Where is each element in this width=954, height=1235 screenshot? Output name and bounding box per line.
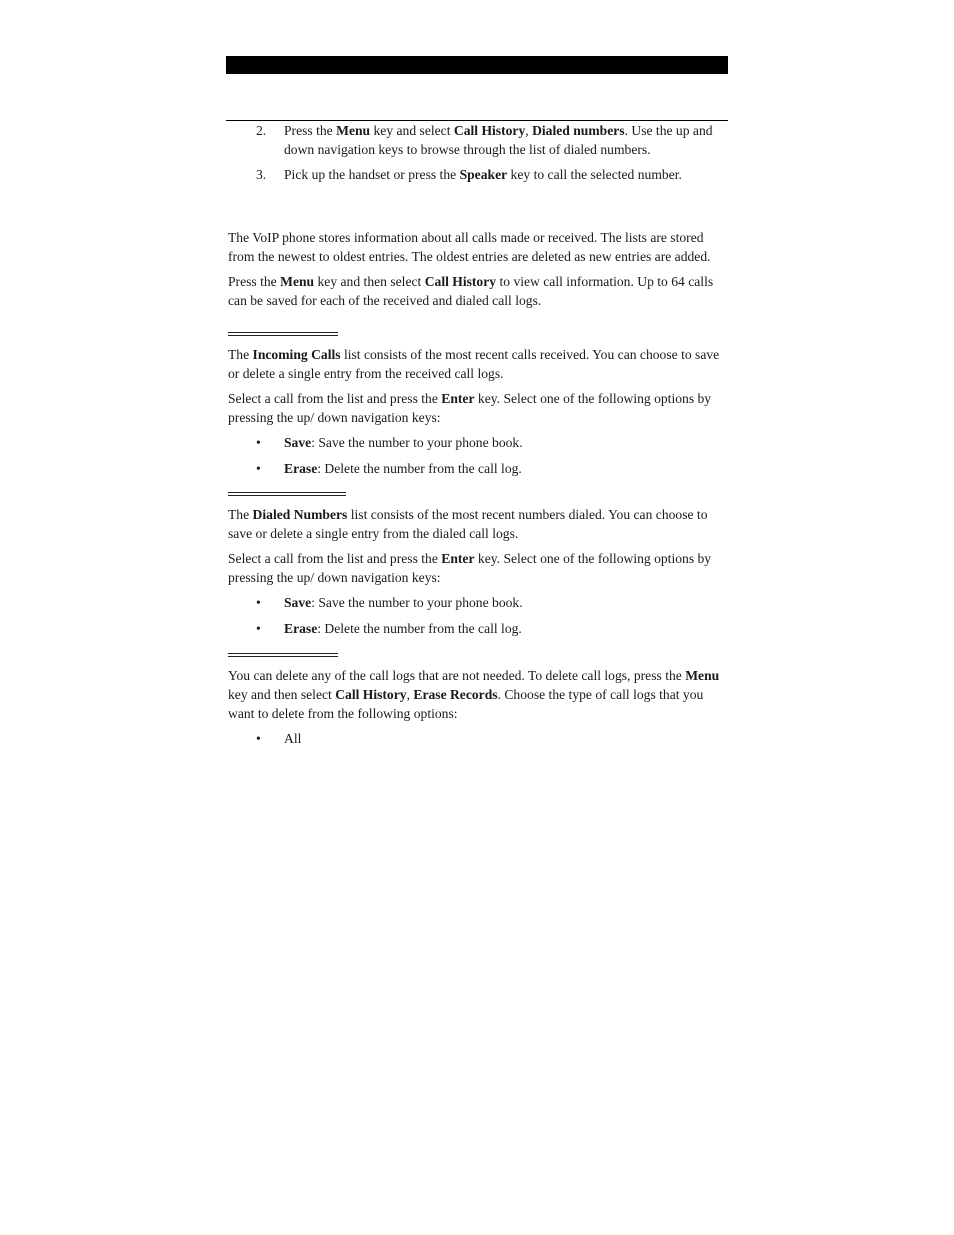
intro-paragraph-2: Press the Menu key and then select Call History to view call information. Up to 64 calls can be saved for each of the received and dialed call logs. bbox=[228, 274, 714, 308]
list-item: • Save: Save the number to your phone book. bbox=[256, 435, 523, 450]
incoming-paragraph: The Incoming Calls list consists of the most recent calls received. You can choose to save or delete a single entry from the received call logs. bbox=[228, 347, 720, 381]
intro-paragraph: The VoIP phone stores information about all calls made or received. The lists are stored from the newest to oldest entries. The oldest entries are deleted as new entries are added. bbox=[228, 230, 711, 264]
section-rule-dialed bbox=[228, 492, 346, 496]
dialed-paragraph-2: Select a call from the list and press the Enter key. Select one of the following options by pressing the up/ down navigation keys: bbox=[228, 551, 712, 585]
header-bar bbox=[226, 56, 728, 74]
step-number: 3. bbox=[256, 167, 267, 182]
bullet: • bbox=[256, 435, 261, 450]
bullet: • bbox=[256, 595, 261, 610]
list-item: • Erase: Delete the number from the call log. bbox=[256, 461, 522, 476]
bullet: • bbox=[256, 621, 261, 636]
section-rule-incoming bbox=[228, 332, 338, 336]
list-item: • Erase: Delete the number from the call log. bbox=[256, 621, 522, 636]
section-rule-erase bbox=[228, 653, 338, 657]
incoming-paragraph-2: Select a call from the list and press the Enter key. Select one of the following options by pressing the up/ down navigation keys: bbox=[228, 391, 712, 425]
dialed-paragraph: The Dialed Numbers list consists of the most recent numbers dialed. You can choose to save or delete a single entry from the dialed call logs. bbox=[228, 507, 708, 541]
bullet: • bbox=[256, 461, 261, 476]
erase-paragraph: You can delete any of the call logs that are not needed. To delete call logs, press the Menu key and then select Call History, Erase Records. Choose the type of call logs that you want to delete from the following options: bbox=[228, 668, 720, 721]
bullet: • bbox=[256, 731, 261, 746]
list-item: • Save: Save the number to your phone book. bbox=[256, 595, 523, 610]
list-item: • All bbox=[256, 731, 302, 746]
document-body bbox=[228, 120, 728, 748]
step-2: 2. Press the Menu key and select Call History, Dialed numbers. Use the up and down navigation keys to browse through the list of dialed numbers. bbox=[256, 123, 713, 157]
step-number: 2. bbox=[256, 123, 267, 138]
step-3: 3. Pick up the handset or press the Speaker key to call the selected number. bbox=[256, 167, 682, 182]
